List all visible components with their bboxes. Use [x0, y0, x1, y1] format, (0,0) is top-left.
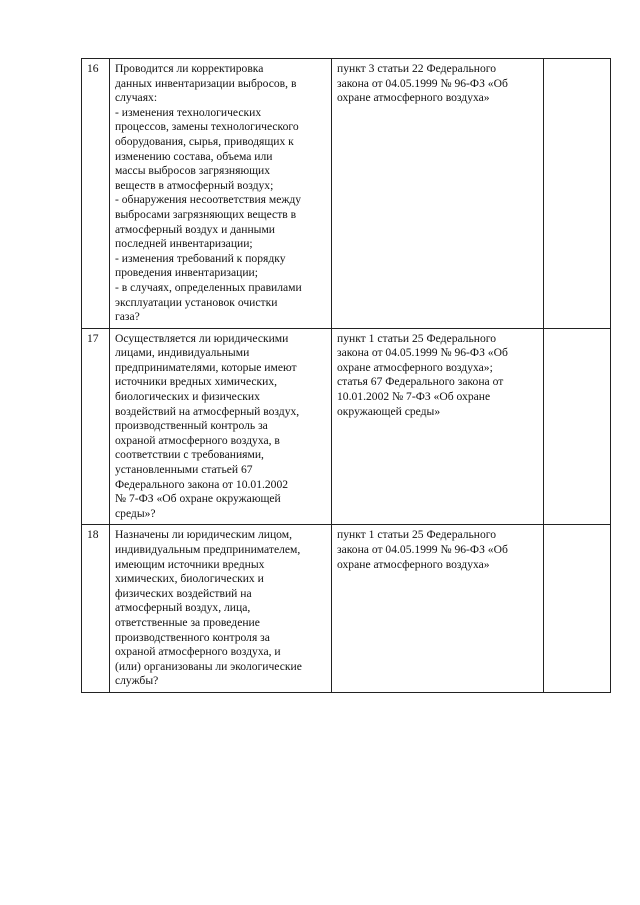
- legal-reference-line: закона от 04.05.1999 № 96-ФЗ «Об: [337, 346, 508, 360]
- question-text-line: процессов, замены технологического: [115, 120, 299, 134]
- question-text-line: источники вредных химических,: [115, 375, 278, 389]
- answer-cell: [544, 525, 611, 693]
- table-row: [82, 525, 611, 693]
- table-row: [82, 59, 611, 329]
- question-text-line: биологических и физических: [115, 390, 260, 404]
- question-text-line: (или) организованы ли экологические: [115, 659, 302, 673]
- question-cell: [110, 525, 332, 693]
- question-cell: [110, 328, 332, 525]
- legal-reference-line: пункт 1 статьи 25 Федерального: [337, 528, 497, 542]
- question-text-line: случаях:: [115, 91, 158, 105]
- legal-reference-line: охране атмосферного воздуха»;: [337, 360, 493, 374]
- checklist-table-body: [82, 59, 611, 693]
- table-row: [82, 328, 611, 525]
- legal-reference-line: статья 67 Федерального закона от: [337, 375, 504, 389]
- legal-reference-cell: [332, 328, 544, 525]
- question-text-line: физических воздействий на: [115, 586, 252, 600]
- question-text-line: оборудования, сырья, приводящих к: [115, 134, 294, 148]
- legal-reference-cell: [332, 59, 544, 329]
- question-text-line: последней инвентаризации;: [115, 237, 253, 251]
- answer-cell: [544, 59, 611, 329]
- question-text-line: веществ в атмосферный воздух;: [115, 178, 274, 192]
- question-text-line: соответствии с требованиями,: [115, 448, 264, 462]
- question-text-line: охраной атмосферного воздуха, и: [115, 645, 281, 659]
- legal-reference-line: 10.01.2002 № 7-ФЗ «Об охране: [337, 390, 491, 404]
- question-text-line: производственный контроль за: [115, 419, 268, 433]
- question-text-line: ответственные за проведение: [115, 615, 260, 629]
- question-text-line: данных инвентаризации выбросов, в: [115, 76, 297, 90]
- question-text-line: индивидуальным предпринимателем,: [115, 543, 301, 556]
- question-text-line: Осуществляется ли юридическими: [115, 331, 289, 345]
- question-text-line: предпринимателями, которые имеют: [115, 360, 297, 374]
- question-text-line: выбросами загрязняющих веществ в: [115, 207, 297, 221]
- question-text-line: - в случаях, определенных правилами: [115, 280, 302, 294]
- question-text-line: - обнаружения несоответствия между: [115, 193, 302, 207]
- row-number: 18: [82, 525, 110, 693]
- question-text-line: - изменения технологических: [115, 105, 262, 119]
- question-text-line: имеющим источники вредных: [115, 557, 265, 571]
- question-text-line: производственного контроля за: [115, 630, 270, 644]
- question-text-line: Федерального закона от 10.01.2002: [115, 477, 289, 491]
- question-text-line: эксплуатации установок очистки: [115, 295, 278, 309]
- question-text-line: охраной атмосферного воздуха, в: [115, 433, 280, 447]
- question-text-line: атмосферный воздух, лица,: [115, 601, 251, 615]
- question-text-line: воздействий на атмосферный воздух,: [115, 404, 300, 418]
- legal-reference-line: пункт 1 статьи 25 Федерального: [337, 331, 497, 345]
- question-text-line: атмосферный воздух и данными: [115, 222, 276, 236]
- question-text-line: № 7-ФЗ «Об охране окружающей: [115, 492, 281, 506]
- question-text-line: массы выбросов загрязняющих: [115, 164, 271, 178]
- question-text-line: лицами, индивидуальными: [115, 346, 250, 360]
- legal-reference-line: охране атмосферного воздуха»: [337, 91, 490, 105]
- legal-reference-line: охране атмосферного воздуха»: [337, 557, 490, 571]
- question-text-line: изменению состава, объема или: [115, 149, 273, 163]
- question-text-line: химических, биологических и: [115, 572, 264, 586]
- answer-cell: [544, 328, 611, 525]
- legal-reference-cell: [332, 525, 544, 693]
- legal-reference-line: закона от 04.05.1999 № 96-ФЗ «Об: [337, 76, 508, 90]
- legal-reference-line: пункт 3 статьи 22 Федерального: [337, 62, 497, 75]
- question-text-line: - изменения требований к порядку: [115, 251, 286, 265]
- row-number: 17: [82, 328, 110, 525]
- checklist-table: [81, 58, 611, 693]
- question-text-line: службы?: [115, 674, 159, 688]
- legal-reference-line: окружающей среды»: [337, 404, 441, 418]
- question-text-line: Проводится ли корректировка: [115, 62, 264, 75]
- legal-reference-line: закона от 04.05.1999 № 96-ФЗ «Об: [337, 543, 508, 556]
- question-text-line: проведения инвентаризации;: [115, 266, 258, 280]
- question-text-line: газа?: [115, 310, 140, 324]
- question-text-line: Назначены ли юридическим лицом,: [115, 528, 292, 542]
- question-text-line: установленными статьей 67: [115, 463, 253, 477]
- row-number: 16: [82, 59, 110, 329]
- question-text-line: среды»?: [115, 506, 156, 520]
- question-cell: [110, 59, 332, 329]
